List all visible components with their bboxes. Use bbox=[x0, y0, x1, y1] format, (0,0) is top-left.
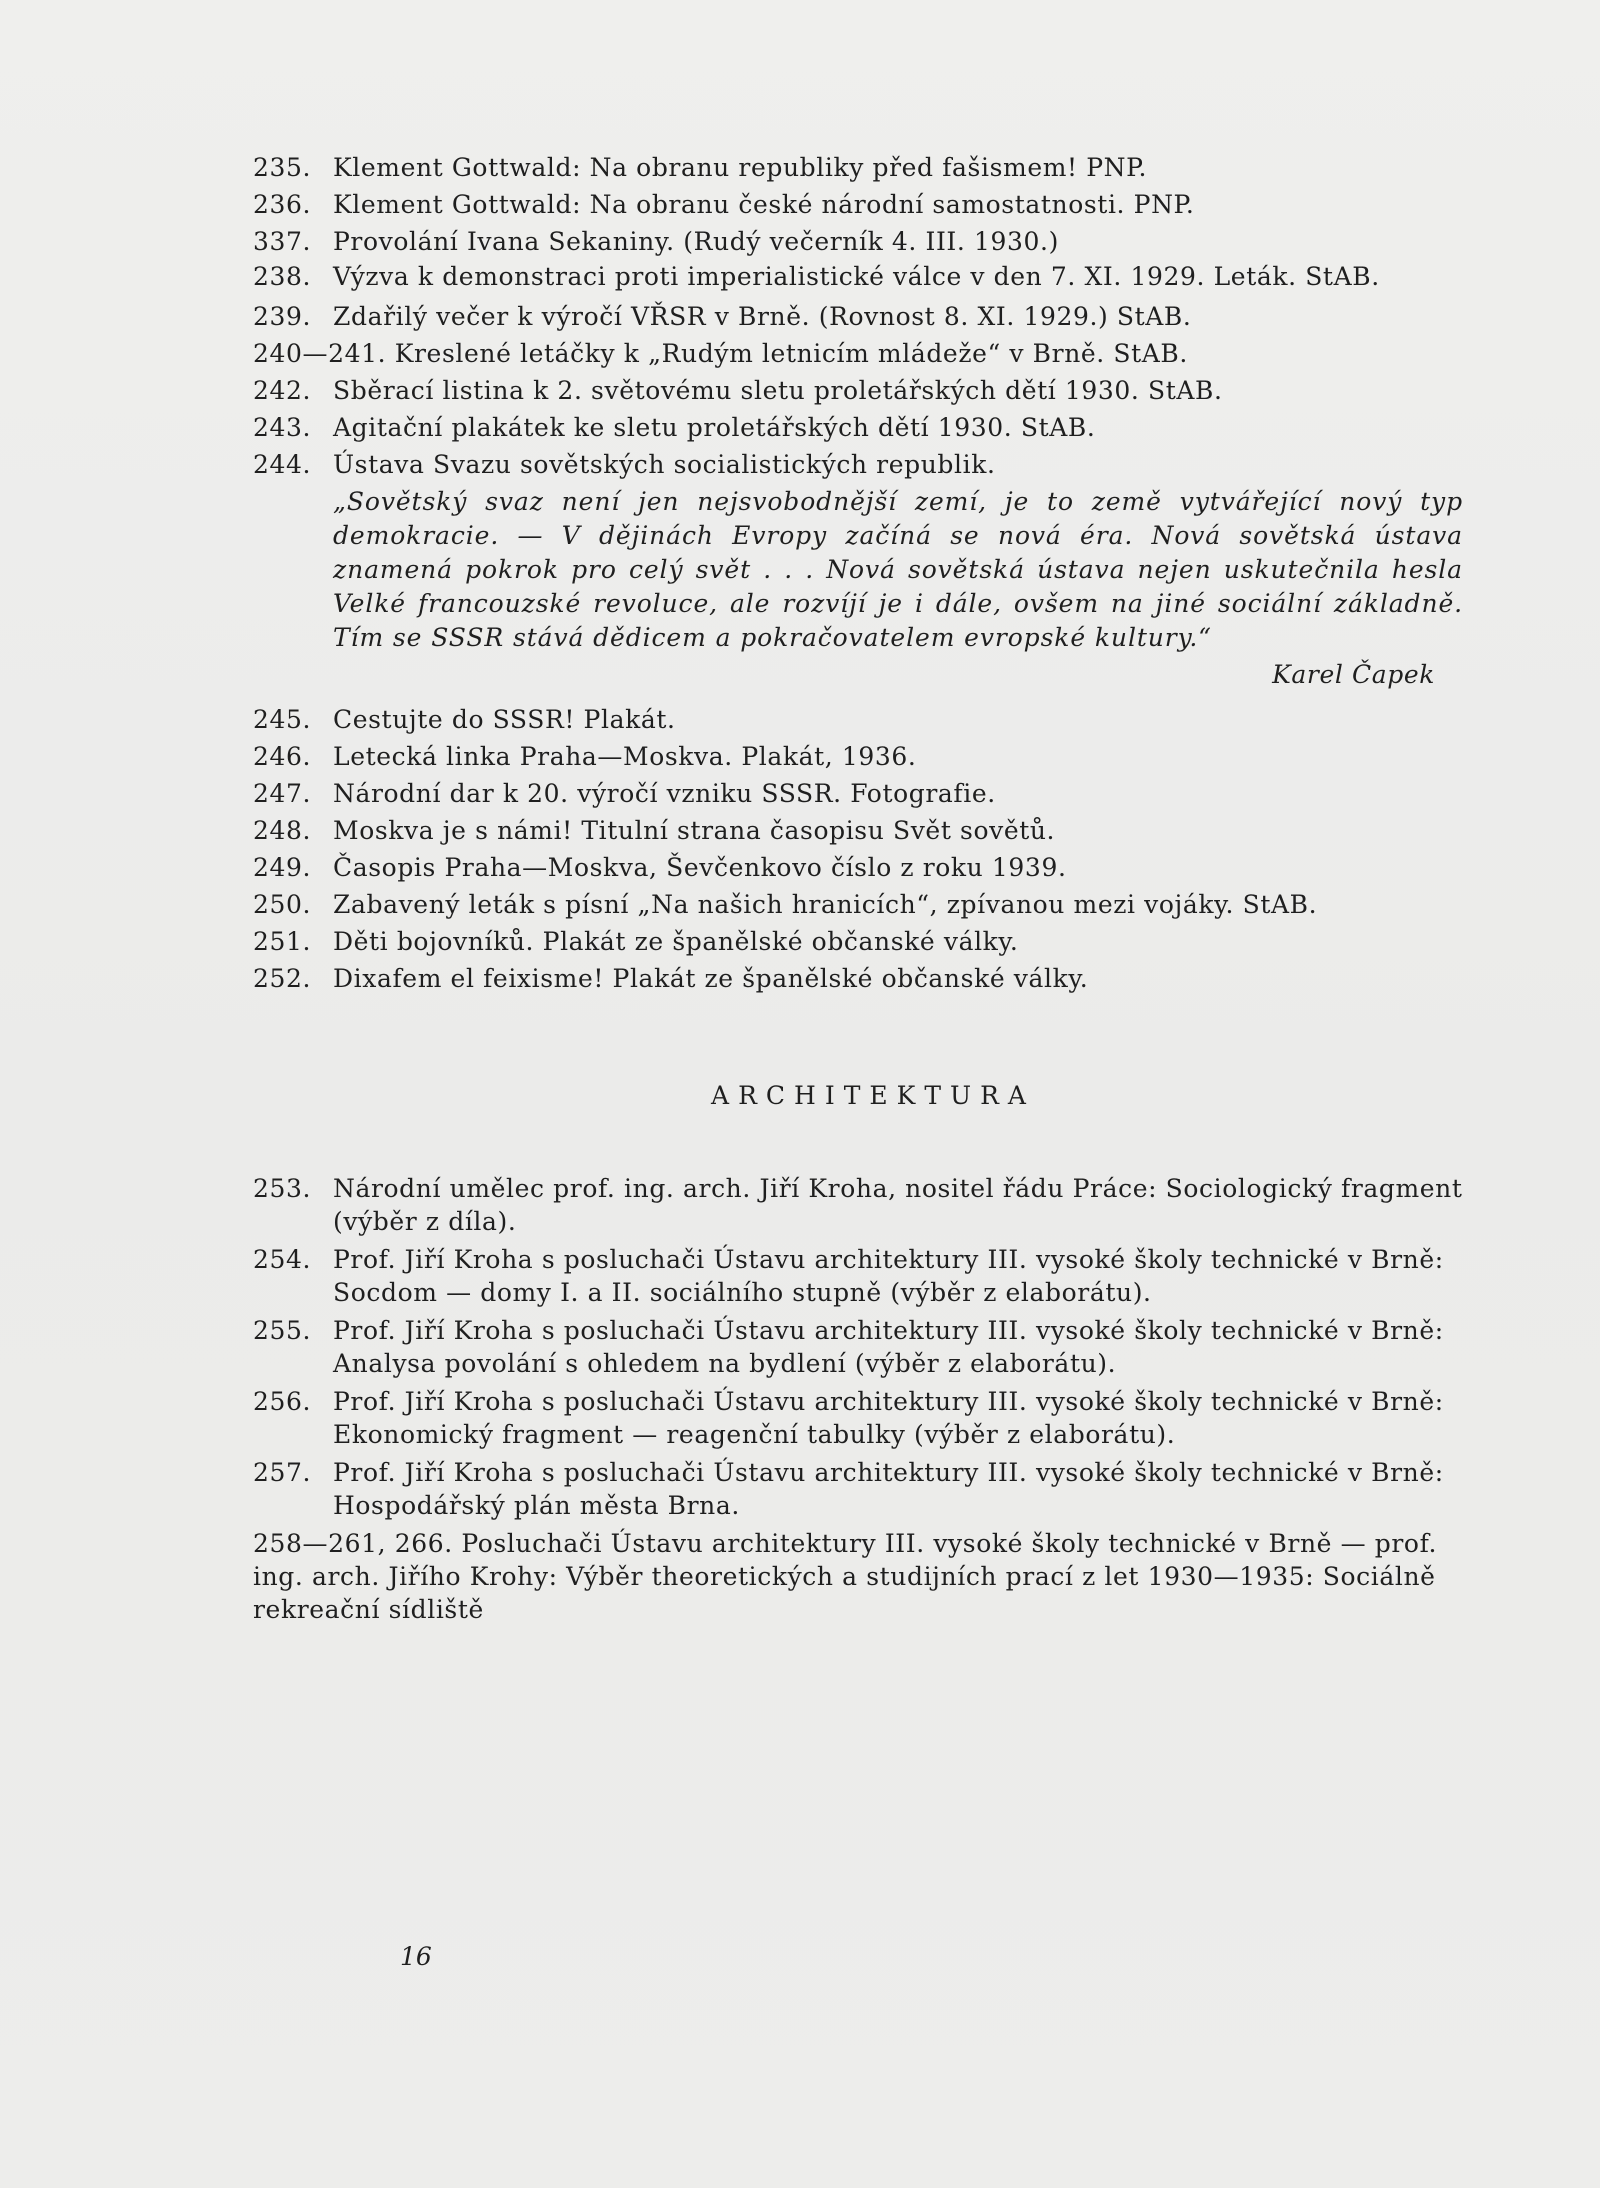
list-item bbox=[253, 1385, 1463, 1451]
list-item bbox=[253, 775, 1463, 812]
item-text: Cestujte do SSSR! Plakát. bbox=[333, 705, 676, 734]
item-number: 250. bbox=[253, 890, 312, 919]
item-text: Provolání Ivana Sekaniny. (Rudý večerník 4. III. 1930.) bbox=[333, 227, 1059, 256]
section-heading: ARCHITEKTURA bbox=[711, 1081, 1035, 1110]
item-number: 235. bbox=[253, 153, 312, 182]
list-item bbox=[253, 372, 1463, 409]
list-item bbox=[253, 1456, 1463, 1522]
item-text: Kreslené letáčky k „Rudým letnicím mládeže“ v Brně. StAB. bbox=[394, 339, 1188, 368]
item-text: Klement Gottwald: Na obranu republiky před fašismem! PNP. bbox=[333, 153, 1148, 182]
item-text: Výzva k demonstraci proti imperialistické válce v den 7. XI. 1929. Leták. StAB. bbox=[333, 262, 1380, 291]
item-text: Časopis Praha—Moskva, Ševčenkovo číslo z roku 1939. bbox=[333, 853, 1067, 882]
list-item bbox=[253, 923, 1463, 960]
list-item bbox=[253, 298, 1463, 335]
item-text: Národní umělec prof. ing. arch. Jiří Kroha, nositel řádu Práce: Sociologický fragment (výběr z díla). bbox=[333, 1174, 1463, 1236]
item-number: 251. bbox=[253, 927, 312, 956]
list-item bbox=[253, 223, 1463, 260]
list-item bbox=[253, 260, 1463, 293]
item-text: Národní dar k 20. výročí vzniku SSSR. Fotografie. bbox=[333, 779, 996, 808]
page-content bbox=[253, 149, 1463, 1631]
item-number: 246. bbox=[253, 742, 312, 771]
item-text: Ústava Svazu sovětských socialistických republik. bbox=[333, 450, 996, 479]
item-text: Klement Gottwald: Na obranu české národní samostatnosti. PNP. bbox=[333, 190, 1195, 219]
item-text: Prof. Jiří Kroha s posluchači Ústavu architektury III. vysoké školy technické v Brně: Hospodářský plán města Brna. bbox=[333, 1458, 1444, 1520]
page-number: 16 bbox=[400, 1942, 432, 1971]
item-number: 244. bbox=[253, 450, 312, 479]
item-text: Dixafem el feixisme! Plakát ze španělské občanské války. bbox=[333, 964, 1089, 993]
item-number: 256. bbox=[253, 1387, 312, 1416]
item-number: 243. bbox=[253, 413, 312, 442]
list-item bbox=[253, 1243, 1463, 1309]
list-item bbox=[253, 849, 1463, 886]
list-item bbox=[253, 738, 1463, 775]
item-text: Zdařilý večer k výročí VŘSR v Brně. (Rovnost 8. XI. 1929.) StAB. bbox=[333, 302, 1192, 331]
quote-author: Karel Čapek bbox=[1272, 660, 1435, 689]
item-number: 236. bbox=[253, 190, 312, 219]
item-number: 247. bbox=[253, 779, 312, 808]
item-number: 257. bbox=[253, 1458, 312, 1487]
item-number: 249. bbox=[253, 853, 312, 882]
item-number: 240—241. bbox=[253, 339, 387, 368]
item-number: 248. bbox=[253, 816, 312, 845]
quotation: „Sovětský svaz není jen nejsvobodnější zemí, je to země vytvářející nový typ demokracie. — V dějinách Evropy začíná se nová éra. Nová sovětská ústava znamená pokrok pro celý svět . . . Nová sovětská ústava nejen uskutečnila hesla Velké francouzské revoluce, ale rozvíjí je i dále, ovšem na jiné sociální základně. Tím se SSSR stává dědicem a pokračovatelem evropské kultury.“ bbox=[333, 487, 1463, 652]
list-item bbox=[253, 446, 1463, 483]
item-text: Zabavený leták s písní „Na našich hranicích“, zpívanou mezi vojáky. StAB. bbox=[333, 890, 1318, 919]
item-number: 252. bbox=[253, 964, 312, 993]
item-text: Posluchači Ústavu architektury III. vysoké školy technické v Brně — prof. ing. arch. Jiřího Krohy: Výběr theoretických a studijních prací z let 1930—1935: Sociálně rekreační sídliště bbox=[253, 1529, 1438, 1624]
item-number: 254. bbox=[253, 1245, 312, 1274]
item-text: Prof. Jiří Kroha s posluchači Ústavu architektury III. vysoké školy technické v Brně: Ekonomický fragment — reagenční tabulky (výběr z elaborátu). bbox=[333, 1387, 1444, 1449]
item-number: 253. bbox=[253, 1174, 312, 1203]
list-item bbox=[253, 1314, 1463, 1380]
list-item bbox=[253, 886, 1463, 923]
item-text: Moskva je s námi! Titulní strana časopisu Svět sovětů. bbox=[333, 816, 1056, 845]
list-item bbox=[253, 186, 1463, 223]
item-number: 238. bbox=[253, 262, 312, 291]
item-text: Sběrací listina k 2. světovému sletu proletářských dětí 1930. StAB. bbox=[333, 376, 1223, 405]
list-item bbox=[253, 960, 1463, 997]
item-text: Letecká linka Praha—Moskva. Plakát, 1936. bbox=[333, 742, 917, 771]
item-number: 242. bbox=[253, 376, 312, 405]
list-item bbox=[253, 1527, 1463, 1626]
list-item bbox=[253, 1172, 1463, 1238]
item-text: Prof. Jiří Kroha s posluchači Ústavu architektury III. vysoké školy technické v Brně: Socdom — domy I. a II. sociálního stupně (výběr z elaborátu). bbox=[333, 1245, 1444, 1307]
list-item bbox=[253, 149, 1463, 186]
item-text: Agitační plakátek ke sletu proletářských dětí 1930. StAB. bbox=[333, 413, 1096, 442]
item-number: 239. bbox=[253, 302, 312, 331]
list-item bbox=[253, 335, 1463, 372]
item-number: 245. bbox=[253, 705, 312, 734]
list-item bbox=[253, 409, 1463, 446]
item-number: 337. bbox=[253, 227, 312, 256]
list-item bbox=[253, 701, 1463, 738]
item-text: Prof. Jiří Kroha s posluchači Ústavu architektury III. vysoké školy technické v Brně: Analysa povolání s ohledem na bydlení (výběr z elaborátu). bbox=[333, 1316, 1444, 1378]
item-text: Děti bojovníků. Plakát ze španělské občanské války. bbox=[333, 927, 1019, 956]
item-number: 258—261, 266. bbox=[253, 1529, 453, 1558]
list-item bbox=[253, 812, 1463, 849]
item-number: 255. bbox=[253, 1316, 312, 1345]
